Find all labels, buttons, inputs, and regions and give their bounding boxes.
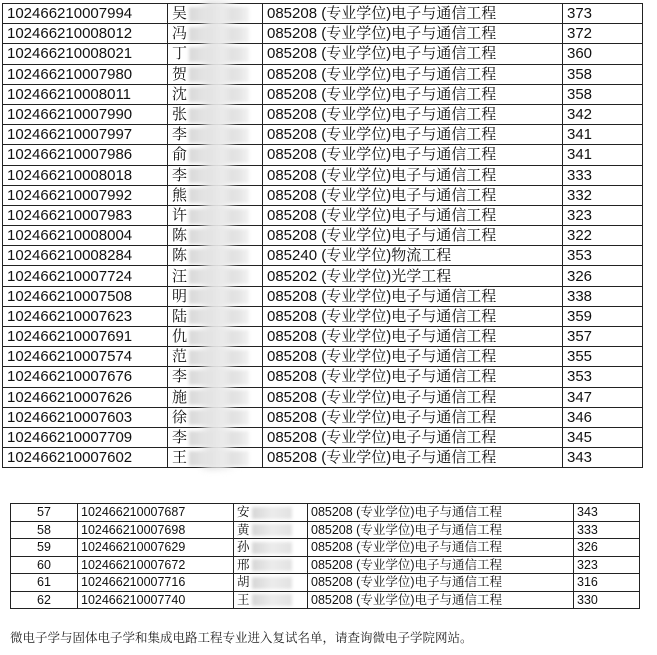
name-cell: [234, 504, 308, 522]
table-row: [3, 427, 643, 447]
table-row: [3, 44, 643, 64]
score-cell: 360: [563, 44, 643, 64]
surname-text: 李: [172, 368, 188, 386]
name-cell: [168, 286, 263, 306]
name-cell: [168, 165, 263, 185]
table-row: [3, 145, 643, 165]
exam-id-cell: 102466210008021: [3, 44, 168, 64]
score-cell: 323: [574, 556, 640, 574]
major-cell: 085208 (专业学位)电子与通信工程: [263, 24, 563, 44]
name-redaction-blur: [189, 128, 249, 143]
table-row: [3, 226, 643, 246]
row-number-cell: 59: [11, 539, 78, 557]
name-cell: [168, 84, 263, 104]
surname-text: 陆: [172, 307, 188, 325]
score-cell: 347: [563, 387, 643, 407]
exam-id-cell: 102466210007724: [3, 266, 168, 286]
exam-id-cell: 102466210007602: [3, 448, 168, 468]
score-cell: 333: [563, 165, 643, 185]
major-cell: 085208 (专业学位)电子与通信工程: [263, 448, 563, 468]
exam-id-cell: 102466210007626: [3, 387, 168, 407]
name-cell: [168, 448, 263, 468]
exam-id-cell: 102466210007603: [3, 407, 168, 427]
major-cell: 085208 (专业学位)电子与通信工程: [263, 84, 563, 104]
score-cell: 332: [563, 185, 643, 205]
exam-id-cell: 102466210007986: [3, 145, 168, 165]
name-redaction-blur: [252, 507, 292, 519]
name-cell: [168, 64, 263, 84]
name-cell: [168, 125, 263, 145]
table-row: [3, 4, 643, 24]
surname-text: 陈: [172, 247, 188, 265]
name-cell: [168, 306, 263, 326]
major-cell: 085208 (专业学位)电子与通信工程: [308, 504, 574, 522]
score-cell: 346: [563, 407, 643, 427]
major-cell: 085208 (专业学位)电子与通信工程: [308, 556, 574, 574]
surname-text: 陈: [172, 227, 188, 245]
name-redaction-blur: [189, 390, 249, 405]
name-redaction-blur: [189, 269, 249, 284]
score-cell: 353: [563, 246, 643, 266]
table-row: [3, 64, 643, 84]
exam-id-cell: 102466210007709: [3, 427, 168, 447]
name-cell: [168, 347, 263, 367]
score-cell: 359: [563, 306, 643, 326]
surname-text: 贺: [172, 65, 188, 83]
score-cell: 333: [574, 521, 640, 539]
exam-id-cell: 102466210007698: [78, 521, 234, 539]
table-row: [3, 104, 643, 124]
surname-text: 徐: [172, 408, 188, 426]
score-cell: 343: [574, 504, 640, 522]
score-cell: 358: [563, 64, 643, 84]
name-redaction-blur: [252, 594, 292, 606]
exam-id-cell: 102466210007574: [3, 347, 168, 367]
name-cell: [234, 591, 308, 609]
table-row: [3, 185, 643, 205]
score-cell: 316: [574, 574, 640, 592]
score-cell: 372: [563, 24, 643, 44]
score-cell: 342: [563, 104, 643, 124]
table-row: [3, 347, 643, 367]
surname-text: 冯: [172, 25, 188, 43]
surname-text: 汪: [172, 267, 188, 285]
score-cell: 341: [563, 125, 643, 145]
surname-text: 吴: [172, 5, 188, 23]
exam-id-cell: 102466210008004: [3, 226, 168, 246]
exam-id-cell: 102466210007672: [78, 556, 234, 574]
name-cell: [168, 24, 263, 44]
name-redaction-blur: [189, 350, 249, 365]
admission-list-table-upper: [2, 3, 643, 468]
surname-text: 胡: [237, 575, 250, 590]
major-cell: 085208 (专业学位)电子与通信工程: [308, 591, 574, 609]
lower-table-body: [11, 504, 640, 609]
major-cell: 085208 (专业学位)电子与通信工程: [263, 306, 563, 326]
surname-text: 李: [172, 126, 188, 144]
score-cell: 353: [563, 367, 643, 387]
surname-text: 沈: [172, 85, 188, 103]
table-row: [3, 448, 643, 468]
upper-table-body: [3, 4, 643, 468]
major-cell: 085208 (专业学位)电子与通信工程: [308, 521, 574, 539]
score-cell: 345: [563, 427, 643, 447]
exam-id-cell: 102466210008011: [3, 84, 168, 104]
name-cell: [234, 521, 308, 539]
name-redaction-blur: [189, 67, 249, 82]
surname-text: 孙: [237, 540, 250, 555]
name-redaction-blur: [189, 209, 249, 224]
name-redaction-blur: [189, 47, 249, 62]
major-cell: 085208 (专业学位)电子与通信工程: [263, 4, 563, 24]
name-redaction-blur: [189, 289, 249, 304]
row-number-cell: 58: [11, 521, 78, 539]
major-cell: 085208 (专业学位)电子与通信工程: [263, 165, 563, 185]
name-cell: [168, 407, 263, 427]
major-cell: 085208 (专业学位)电子与通信工程: [263, 367, 563, 387]
table-row: [11, 574, 640, 592]
score-cell: 323: [563, 205, 643, 225]
name-cell: [168, 266, 263, 286]
score-cell: 355: [563, 347, 643, 367]
table-row: [3, 205, 643, 225]
table-row: [3, 387, 643, 407]
name-cell: [168, 387, 263, 407]
name-cell: [168, 185, 263, 205]
exam-id-cell: 102466210007980: [3, 64, 168, 84]
surname-text: 安: [237, 505, 250, 520]
major-cell: 085240 (专业学位)物流工程: [263, 246, 563, 266]
admission-list-table-lower: [10, 503, 640, 609]
score-cell: 343: [563, 448, 643, 468]
table-row: [11, 539, 640, 557]
score-cell: 330: [574, 591, 640, 609]
score-cell: 358: [563, 84, 643, 104]
name-redaction-blur: [189, 330, 249, 345]
row-number-cell: 57: [11, 504, 78, 522]
major-cell: 085208 (专业学位)电子与通信工程: [263, 145, 563, 165]
table-row: [3, 125, 643, 145]
surname-text: 仇: [172, 328, 188, 346]
table-row: [3, 246, 643, 266]
table-row: [3, 327, 643, 347]
exam-id-cell: 102466210007983: [3, 205, 168, 225]
name-redaction-blur: [189, 431, 249, 446]
major-cell: 085208 (专业学位)电子与通信工程: [263, 347, 563, 367]
name-redaction-blur: [189, 249, 249, 264]
name-cell: [168, 226, 263, 246]
name-cell: [234, 574, 308, 592]
exam-id-cell: 102466210007997: [3, 125, 168, 145]
exam-id-cell: 102466210007676: [3, 367, 168, 387]
exam-id-cell: 102466210007992: [3, 185, 168, 205]
exam-id-cell: 102466210008018: [3, 165, 168, 185]
surname-text: 李: [172, 166, 188, 184]
surname-text: 张: [172, 106, 188, 124]
major-cell: 085208 (专业学位)电子与通信工程: [308, 539, 574, 557]
name-redaction-blur: [252, 577, 292, 589]
name-cell: [168, 367, 263, 387]
score-cell: 357: [563, 327, 643, 347]
exam-id-cell: 102466210007623: [3, 306, 168, 326]
name-redaction-blur: [252, 524, 292, 536]
score-cell: 326: [574, 539, 640, 557]
name-cell: [168, 427, 263, 447]
name-cell: [168, 145, 263, 165]
name-redaction-blur: [189, 108, 249, 123]
name-redaction-blur: [252, 559, 292, 571]
name-cell: [168, 44, 263, 64]
name-cell: [168, 327, 263, 347]
score-cell: 373: [563, 4, 643, 24]
table-row: [11, 521, 640, 539]
score-cell: 341: [563, 145, 643, 165]
exam-id-cell: 102466210007687: [78, 504, 234, 522]
row-number-cell: 62: [11, 591, 78, 609]
table-row: [3, 84, 643, 104]
major-cell: 085208 (专业学位)电子与通信工程: [263, 286, 563, 306]
major-cell: 085208 (专业学位)电子与通信工程: [263, 226, 563, 246]
row-number-cell: 60: [11, 556, 78, 574]
major-cell: 085208 (专业学位)电子与通信工程: [263, 125, 563, 145]
name-cell: [168, 4, 263, 24]
table-row: [11, 504, 640, 522]
surname-text: 邢: [237, 557, 250, 572]
surname-text: 王: [172, 449, 188, 467]
major-cell: 085208 (专业学位)电子与通信工程: [263, 104, 563, 124]
name-cell: [168, 246, 263, 266]
surname-text: 明: [172, 287, 188, 305]
table-row: [3, 407, 643, 427]
major-cell: 085208 (专业学位)电子与通信工程: [263, 205, 563, 225]
table-row: [11, 591, 640, 609]
major-cell: 085208 (专业学位)电子与通信工程: [308, 574, 574, 592]
surname-text: 范: [172, 348, 188, 366]
major-cell: 085208 (专业学位)电子与通信工程: [263, 387, 563, 407]
surname-text: 丁: [172, 45, 188, 63]
major-cell: 085202 (专业学位)光学工程: [263, 266, 563, 286]
name-redaction-blur: [189, 87, 249, 102]
major-cell: 085208 (专业学位)电子与通信工程: [263, 427, 563, 447]
exam-id-cell: 102466210008284: [3, 246, 168, 266]
table-row: [3, 24, 643, 44]
surname-text: 俞: [172, 146, 188, 164]
major-cell: 085208 (专业学位)电子与通信工程: [263, 185, 563, 205]
name-redaction-blur: [189, 188, 249, 203]
name-redaction-blur: [189, 370, 249, 385]
exam-id-cell: 102466210007994: [3, 4, 168, 24]
row-number-cell: 61: [11, 574, 78, 592]
surname-text: 熊: [172, 186, 188, 204]
score-cell: 338: [563, 286, 643, 306]
surname-text: 李: [172, 429, 188, 447]
table-row: [3, 367, 643, 387]
exam-id-cell: 102466210008012: [3, 24, 168, 44]
name-cell: [168, 104, 263, 124]
surname-text: 许: [172, 206, 188, 224]
table-row: [11, 556, 640, 574]
exam-id-cell: 102466210007990: [3, 104, 168, 124]
table-row: [3, 306, 643, 326]
score-cell: 322: [563, 226, 643, 246]
major-cell: 085208 (专业学位)电子与通信工程: [263, 64, 563, 84]
name-redaction-blur: [252, 542, 292, 554]
name-redaction-blur: [189, 309, 249, 324]
table-row: [3, 266, 643, 286]
name-redaction-blur: [189, 168, 249, 183]
table-row: [3, 165, 643, 185]
name-cell: [234, 539, 308, 557]
name-cell: [234, 556, 308, 574]
surname-text: 黄: [237, 522, 250, 537]
name-redaction-blur: [189, 451, 249, 466]
name-redaction-blur: [189, 7, 249, 22]
exam-id-cell: 102466210007629: [78, 539, 234, 557]
surname-text: 王: [237, 592, 250, 607]
name-redaction-blur: [189, 229, 249, 244]
major-cell: 085208 (专业学位)电子与通信工程: [263, 407, 563, 427]
exam-id-cell: 102466210007508: [3, 286, 168, 306]
name-cell: [168, 205, 263, 225]
name-redaction-blur: [189, 27, 249, 42]
exam-id-cell: 102466210007716: [78, 574, 234, 592]
score-cell: 326: [563, 266, 643, 286]
major-cell: 085208 (专业学位)电子与通信工程: [263, 327, 563, 347]
exam-id-cell: 102466210007740: [78, 591, 234, 609]
surname-text: 施: [172, 388, 188, 406]
name-redaction-blur: [189, 410, 249, 425]
exam-id-cell: 102466210007691: [3, 327, 168, 347]
table-row: [3, 286, 643, 306]
name-redaction-blur: [189, 148, 249, 163]
major-cell: 085208 (专业学位)电子与通信工程: [263, 44, 563, 64]
footer-note: 微电子学与固体电子学和集成电路工程专业进入复试名单，请查询微电子学院网站。: [10, 631, 473, 645]
